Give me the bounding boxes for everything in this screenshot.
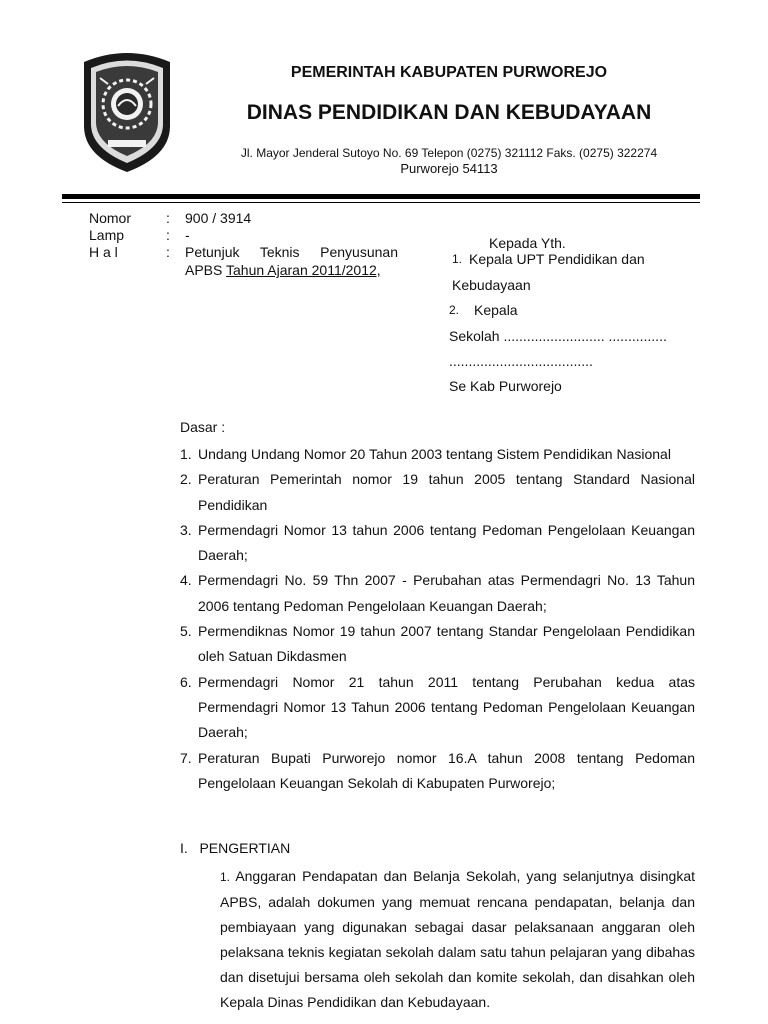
- dasar-item-text: Permendagri No. 59 Thn 2007 - Perubahan atas Permendagri No. 13 Tahun 2006 tentang Pedoman Pengelolaan Keuangan Daerah;: [198, 572, 695, 614]
- addressee-item2-number: 2.: [449, 303, 460, 317]
- lamp-colon: :: [166, 227, 170, 243]
- dasar-item-number: 1.: [180, 446, 192, 462]
- address-line-2: Purworejo 54113: [400, 161, 498, 176]
- dasar-item: [180, 670, 695, 746]
- hal-colon: :: [166, 244, 170, 260]
- addressee-item2-line2: Sekolah .......................... ...............: [449, 328, 667, 344]
- hal-subject: [185, 243, 398, 279]
- kabupaten-logo: [78, 44, 176, 174]
- addressee-greeting: Kepada Yth.: [489, 235, 566, 251]
- dasar-item-number: 5.: [180, 623, 192, 640]
- dasar-title: Dasar :: [180, 419, 226, 435]
- hal-label: H a l: [89, 244, 118, 260]
- address-line-1: Jl. Mayor Jenderal Sutoyo No. 69 Telepon (0275) 321112 Faks. (0275) 322274: [240, 146, 658, 160]
- dasar-item-text: Peraturan Pemerintah nomor 19 tahun 2005 tentang Standard Nasional Pendidikan: [198, 471, 695, 513]
- government-name: PEMERINTAH KABUPATEN PURWOREJO: [290, 64, 608, 81]
- lamp-label: Lamp: [89, 227, 125, 243]
- dasar-item-text: Peraturan Bupati Purworejo nomor 16.A tahun 2008 tentang Pedoman Pengelolaan Keuangan Sekolah di Kabupaten Purworejo;: [198, 749, 695, 791]
- pengertian-paragraph: [220, 864, 695, 1015]
- addressee-item1-line2: Kebudayaan: [452, 277, 531, 293]
- paragraph-text: Anggaran Pendapatan dan Belanja Sekolah, yang selanjutnya disingkat APBS, adalah dokumen yang memuat rencana pendapatan, belanja dan pembiayaan yang digunakan sebagai dasar pelaksanaan anggaran oleh pelaksana teknis kegiatan sekolah dalam satu tahun pelajaran yang dibahas dan disetujui bersama oleh sekolah dan komite sekolah, dan disahkan oleh Kepala Dinas Pendidikan dan Kebudayaan.: [220, 868, 695, 1010]
- dasar-item-number: 4.: [180, 572, 192, 589]
- section-title: I. PENGERTIAN: [180, 840, 291, 856]
- nomor-label: Nomor: [89, 210, 132, 226]
- addressee-item1-number: 1.: [452, 252, 463, 266]
- dasar-list: [180, 442, 695, 796]
- hal-subject-part1: Petunjuk Teknis Penyusunan APBS: [185, 244, 398, 278]
- office-name: DINAS PENDIDIKAN DAN KEBUDAYAAN: [246, 101, 652, 124]
- nomor-value: 900 / 3914: [185, 210, 252, 226]
- dasar-item: [180, 619, 695, 670]
- dasar-item-number: 6.: [180, 673, 192, 690]
- dasar-item-number: 3.: [180, 521, 192, 538]
- dasar-item: [180, 442, 695, 467]
- nomor-colon: :: [166, 210, 170, 226]
- dasar-item-number: 2.: [180, 471, 192, 488]
- dasar-item: [180, 568, 695, 619]
- hal-subject-part2: Tahun Ajaran 2011/2012,: [226, 262, 381, 278]
- lamp-value: -: [185, 227, 190, 243]
- dasar-item-text: Undang Undang Nomor 20 Tahun 2003 tentang Sistem Pendidikan Nasional: [198, 446, 671, 462]
- addressee-location: Se Kab Purworejo: [449, 378, 562, 394]
- dasar-item: [180, 467, 695, 518]
- dasar-item-text: Permendiknas Nomor 19 tahun 2007 tentang Standar Pengelolaan Pendidikan oleh Satuan Dikdasmen: [198, 623, 695, 665]
- header-rule-thin: [62, 202, 700, 203]
- dasar-item-number: 7.: [180, 749, 192, 766]
- office-address: [228, 145, 670, 177]
- paragraph-number: 1.: [220, 870, 231, 884]
- dasar-item: [180, 746, 695, 797]
- addressee-item1-line1: Kepala UPT Pendidikan dan: [469, 251, 645, 267]
- addressee-item2-line3: .....................................: [449, 353, 593, 369]
- header-rule-thick: [62, 194, 700, 199]
- dasar-item-text: Permendagri Nomor 21 tahun 2011 tentang Perubahan kedua atas Permendagri Nomor 13 Tahun 2006 tentang Pedoman Pengelolaan Keuangan Daerah;: [198, 673, 695, 741]
- dasar-item: [180, 518, 695, 569]
- dasar-item-text: Permendagri Nomor 13 tahun 2006 tentang Pedoman Pengelolaan Keuangan Daerah;: [198, 521, 695, 564]
- addressee-item2-line1: Kepala: [474, 302, 518, 318]
